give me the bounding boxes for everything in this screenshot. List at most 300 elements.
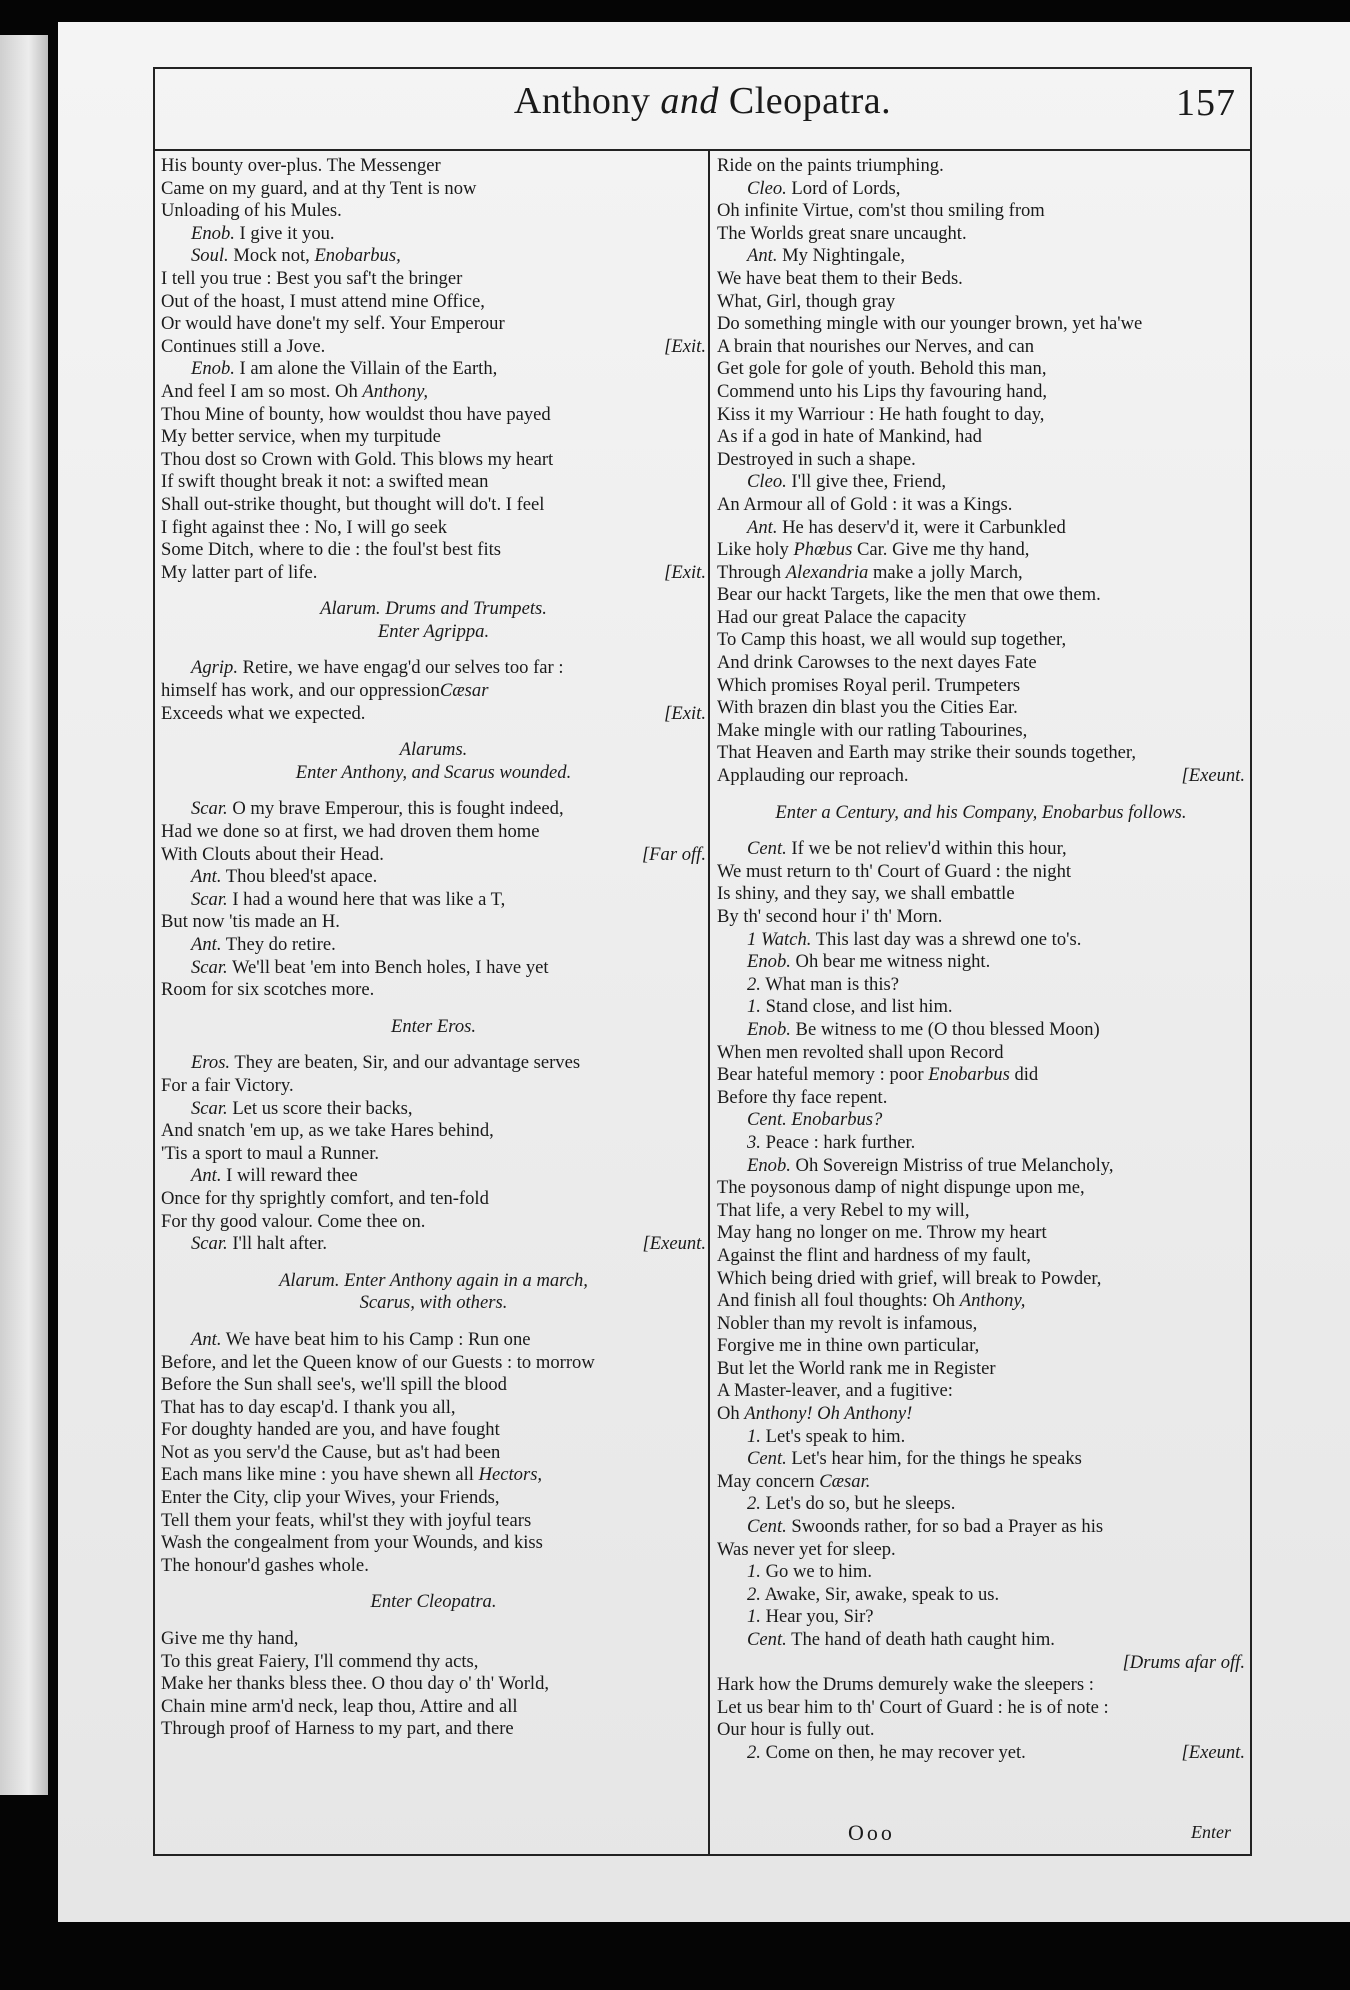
text-line bbox=[717, 765, 1245, 788]
line-text: Oh bbox=[717, 1403, 745, 1425]
text-line bbox=[717, 223, 1245, 246]
italic-text: Alexandria bbox=[785, 561, 869, 583]
text-line bbox=[161, 291, 706, 314]
text-line bbox=[161, 155, 706, 178]
line-text: That has to day escap'd. I thank you all, bbox=[161, 1396, 456, 1418]
catchword: Enter bbox=[1191, 1822, 1231, 1842]
line-text: To Camp this hoast, we all would sup together, bbox=[717, 629, 1067, 651]
title-part1: Anthony bbox=[513, 80, 661, 122]
text-line bbox=[717, 1697, 1245, 1720]
text-line bbox=[717, 494, 1245, 517]
exit-direction: [Exit. bbox=[664, 702, 706, 724]
text-line bbox=[161, 381, 706, 404]
spacer bbox=[161, 784, 706, 798]
line-text: Be witness to me (O thou blessed Moon) bbox=[790, 1018, 1100, 1040]
line-text: Hear you, Sir? bbox=[760, 1606, 874, 1628]
line-text: Like holy bbox=[717, 539, 794, 561]
adjacent-page-edge bbox=[0, 35, 48, 1795]
exit-direction: [Far off. bbox=[641, 843, 706, 865]
speaker-name: Enob. bbox=[747, 1018, 791, 1040]
line-text: May hang no longer on me. Throw my heart bbox=[717, 1222, 1047, 1244]
line-text: He has deserv'd it, were it Carbunkled bbox=[777, 516, 1066, 538]
speaker-name: 3. bbox=[747, 1131, 761, 1153]
text-line bbox=[161, 1098, 706, 1121]
line-text: Not as you serv'd the Cause, but as't had been bbox=[161, 1441, 501, 1463]
line-text: Lord of Lords, bbox=[786, 177, 901, 199]
line-text: Let us bear him to th' Court of Guard : he is of note : bbox=[717, 1696, 1109, 1718]
speaker-name: Cent. bbox=[747, 1109, 787, 1131]
italic-text: Hectors, bbox=[478, 1464, 543, 1486]
spacer bbox=[161, 643, 706, 657]
text-line bbox=[161, 1442, 706, 1465]
speaker-name: Enob. bbox=[747, 951, 791, 973]
speaker-name: 1. bbox=[747, 996, 761, 1018]
signature-mark: Ooo bbox=[848, 1820, 895, 1845]
text-line bbox=[717, 1313, 1245, 1336]
text-line bbox=[161, 1233, 706, 1256]
line-text: We'll beat 'em into Bench holes, I have yet bbox=[227, 956, 549, 978]
line-text: Stand close, and list him. bbox=[760, 996, 953, 1018]
line-text: Came on my guard, and at thy Tent is now bbox=[161, 177, 477, 199]
line-text: I give it you. bbox=[234, 222, 335, 244]
text-line bbox=[161, 1075, 706, 1098]
line-text: And snatch 'em up, as we take Hares behind, bbox=[161, 1120, 494, 1142]
text-line bbox=[717, 1155, 1245, 1178]
text-line bbox=[717, 929, 1245, 952]
line-text: I'll give thee, Friend, bbox=[786, 471, 947, 493]
speaker-name: Ant. bbox=[191, 934, 222, 955]
text-line bbox=[161, 1718, 706, 1741]
italic-text: Anthony! Oh Anthony! bbox=[744, 1403, 913, 1425]
line-text: Let us score their backs, bbox=[227, 1097, 413, 1119]
line-text: For thy good valour. Come thee on. bbox=[161, 1210, 426, 1232]
line-text: I fight against thee : No, I will go seek bbox=[161, 516, 448, 538]
exit-direction: [Exeunt. bbox=[1181, 765, 1245, 787]
exit-direction: [Exeunt. bbox=[642, 1233, 706, 1255]
text-line bbox=[717, 838, 1245, 861]
text-line bbox=[717, 1742, 1245, 1765]
speaker-name: Scar. bbox=[191, 1233, 228, 1255]
speaker-name: Scar. bbox=[191, 798, 228, 820]
left-text-column bbox=[161, 155, 706, 1741]
line-text: For a fair Victory. bbox=[161, 1074, 294, 1096]
text-line bbox=[161, 1651, 706, 1674]
speaker-name: 1. bbox=[747, 1561, 761, 1583]
spacer bbox=[161, 1256, 706, 1270]
line-text: As if a god in hate of Mankind, had bbox=[717, 426, 982, 448]
line-text: What man is this? bbox=[760, 973, 900, 995]
running-title bbox=[155, 79, 1250, 123]
line-text: Bear our hackt Targets, like the men that owe them. bbox=[717, 584, 1101, 606]
line-text: If we be not reliev'd within this hour, bbox=[786, 838, 1067, 860]
text-line bbox=[717, 313, 1245, 336]
line-text: Some Ditch, where to die : the foul'st best fits bbox=[161, 539, 502, 561]
text-line bbox=[161, 1211, 706, 1234]
text-line bbox=[161, 1464, 706, 1487]
line-text: What, Girl, though gray bbox=[717, 290, 896, 312]
italic-text: Phœbus bbox=[793, 539, 853, 561]
text-line bbox=[717, 1335, 1245, 1358]
text-line bbox=[717, 1719, 1245, 1742]
text-line bbox=[717, 1471, 1245, 1494]
line-text: May concern bbox=[717, 1470, 820, 1492]
text-line bbox=[717, 1403, 1245, 1426]
text-line bbox=[161, 844, 706, 867]
text-line bbox=[717, 404, 1245, 427]
speaker-name: Enob. bbox=[191, 222, 235, 244]
spacer bbox=[161, 1038, 706, 1052]
line-text: 'Tis a sport to maul a Runner. bbox=[161, 1142, 380, 1164]
text-line bbox=[161, 178, 706, 201]
line-text: Hark how the Drums demurely wake the sleepers : bbox=[717, 1674, 1094, 1696]
line-text: Enter the City, clip your Wives, your Friends, bbox=[161, 1487, 500, 1509]
title-part2: Cleopatra. bbox=[718, 80, 892, 122]
line-text: The poysonous damp of night dispunge upon me, bbox=[717, 1177, 1085, 1199]
text-line bbox=[161, 1120, 706, 1143]
speaker-name: 2. bbox=[747, 1493, 761, 1515]
text-line bbox=[717, 1606, 1245, 1629]
line-text: Let's hear him, for the things he speaks bbox=[786, 1448, 1082, 1470]
line-text: Mock not, bbox=[228, 245, 315, 267]
text-line bbox=[717, 1426, 1245, 1449]
text-line bbox=[717, 974, 1245, 997]
line-text: Which being dried with grief, will break to Powder, bbox=[717, 1267, 1102, 1289]
line-text: Get gole for gole of youth. Behold this man, bbox=[717, 358, 1047, 380]
text-line bbox=[161, 1188, 706, 1211]
italic-text: Enobarbus bbox=[928, 1064, 1010, 1086]
speaker-name: Cleo. bbox=[747, 177, 787, 199]
stage-direction: Alarums. bbox=[399, 739, 468, 761]
italic-text: Enobarbus? bbox=[786, 1109, 883, 1131]
text-line bbox=[161, 889, 706, 912]
text-line bbox=[161, 223, 706, 246]
line-text: did bbox=[1009, 1064, 1039, 1086]
text-line bbox=[161, 1419, 706, 1442]
text-line bbox=[717, 951, 1245, 974]
text-line bbox=[717, 1290, 1245, 1313]
text-line bbox=[161, 866, 706, 889]
spacer bbox=[161, 725, 706, 739]
line-text: Forgive me in thine own particular, bbox=[717, 1335, 980, 1357]
line-text: Or would have done't my self. Your Emperour bbox=[161, 313, 505, 335]
page-frame bbox=[153, 67, 1252, 1856]
line-text: O my brave Emperour, this is fought indeed, bbox=[227, 798, 564, 820]
text-line bbox=[717, 336, 1245, 359]
line-text: And drink Carowses to the next dayes Fate bbox=[717, 652, 1037, 674]
line-text: The Worlds great snare uncaught. bbox=[717, 222, 967, 244]
line-text: And finish all foul thoughts: Oh bbox=[717, 1290, 960, 1312]
line-text: himself has work, and our oppression bbox=[161, 680, 440, 702]
line-text: Awake, Sir, awake, speak to us. bbox=[760, 1583, 1000, 1605]
text-line bbox=[717, 381, 1245, 404]
text-line bbox=[161, 1510, 706, 1533]
line-text: My better service, when my turpitude bbox=[161, 426, 441, 448]
text-line bbox=[717, 1448, 1245, 1471]
line-text: Peace : hark further. bbox=[760, 1131, 916, 1153]
line-text: Thou bleed'st apace. bbox=[221, 866, 378, 888]
speaker-name: 1 Watch. bbox=[747, 928, 812, 950]
line-text: Ride on the paints triumphing. bbox=[717, 155, 944, 176]
stage-direction: Enter Agrippa. bbox=[377, 620, 490, 642]
speaker-name: Scar. bbox=[191, 888, 228, 910]
text-line bbox=[161, 821, 706, 844]
line-text: That Heaven and Earth may strike their sounds together, bbox=[717, 742, 1137, 764]
text-line bbox=[717, 1629, 1245, 1652]
line-text: Thou dost so Crown with Gold. This blows my heart bbox=[161, 448, 554, 470]
text-line bbox=[161, 1696, 706, 1719]
text-line bbox=[717, 1358, 1245, 1381]
speaker-name: Agrip. bbox=[191, 657, 239, 679]
text-line bbox=[717, 1087, 1245, 1110]
text-line bbox=[717, 906, 1245, 929]
text-line bbox=[161, 539, 706, 562]
speaker-name: Soul. bbox=[191, 245, 229, 267]
speaker-name: Scar. bbox=[191, 1097, 228, 1119]
title-and: and bbox=[660, 80, 719, 122]
line-text: Exceeds what we expected. bbox=[161, 702, 366, 724]
line-text: Shall out-strike thought, but thought will do't. I feel bbox=[161, 493, 545, 515]
line-text: Oh Sovereign Mistriss of true Melancholy, bbox=[790, 1154, 1114, 1176]
line-text: The hand of death hath caught him. bbox=[786, 1629, 1055, 1650]
stage-direction: Enter Anthony, and Scarus wounded. bbox=[295, 761, 572, 783]
text-line bbox=[161, 934, 706, 957]
line-text: make a jolly March, bbox=[868, 561, 1023, 583]
line-text: I'll halt after. bbox=[227, 1233, 328, 1255]
text-line bbox=[161, 1487, 706, 1510]
speaker-name: Enob. bbox=[747, 1154, 791, 1176]
text-line bbox=[161, 471, 706, 494]
text-line bbox=[717, 562, 1245, 585]
text-line bbox=[161, 680, 706, 703]
text-line bbox=[717, 1493, 1245, 1516]
line-text: An Armour all of Gold : it was a Kings. bbox=[717, 493, 1013, 515]
text-line bbox=[717, 1222, 1245, 1245]
line-text: I had a wound here that was like a T, bbox=[227, 888, 506, 910]
text-line bbox=[717, 584, 1245, 607]
text-line bbox=[717, 1245, 1245, 1268]
line-text: Bear hateful memory : poor bbox=[717, 1064, 929, 1086]
text-line bbox=[717, 471, 1245, 494]
text-line bbox=[161, 313, 706, 336]
exit-direction: [Exit. bbox=[664, 561, 706, 583]
line-text: We have beat him to his Camp : Run one bbox=[221, 1328, 531, 1350]
line-text: Swoonds rather, for so bad a Prayer as his bbox=[786, 1516, 1104, 1538]
line-text: Make mingle with our ratling Tabourines, bbox=[717, 719, 1028, 741]
text-line bbox=[161, 1532, 706, 1555]
text-line bbox=[161, 245, 706, 268]
book-page bbox=[58, 22, 1350, 1922]
line-text: They are beaten, Sir, and our advantage serves bbox=[230, 1052, 581, 1074]
text-line bbox=[717, 178, 1245, 201]
text-line bbox=[161, 200, 706, 223]
line-text: This last day was a shrewd one to's. bbox=[811, 928, 1082, 950]
text-line bbox=[717, 861, 1245, 884]
text-line bbox=[161, 1329, 706, 1352]
text-line bbox=[717, 1268, 1245, 1291]
line-text: And feel I am so most. Oh bbox=[161, 380, 363, 402]
text-line bbox=[717, 1539, 1245, 1562]
text-line bbox=[717, 1584, 1245, 1607]
text-line bbox=[161, 562, 706, 585]
line-text: My Nightingale, bbox=[777, 245, 906, 267]
text-line bbox=[717, 883, 1245, 906]
text-line bbox=[717, 1652, 1245, 1675]
line-text: Tell them your feats, whil'st they with joyful tears bbox=[161, 1509, 532, 1531]
text-line bbox=[161, 1352, 706, 1375]
line-text: Out of the hoast, I must attend mine Office, bbox=[161, 290, 485, 312]
text-line bbox=[161, 798, 706, 821]
line-text: Had our great Palace the capacity bbox=[717, 606, 967, 628]
line-text: Each mans like mine : you have shewn all bbox=[161, 1464, 479, 1486]
text-line bbox=[717, 629, 1245, 652]
text-line bbox=[717, 996, 1245, 1019]
line-text: Destroyed in such a shape. bbox=[717, 448, 916, 470]
line-text: Our hour is fully out. bbox=[717, 1719, 875, 1741]
text-line bbox=[717, 607, 1245, 630]
text-line bbox=[717, 268, 1245, 291]
text-line bbox=[161, 1165, 706, 1188]
text-line bbox=[717, 155, 1245, 178]
line-text: But let the World rank me in Register bbox=[717, 1357, 996, 1379]
speaker-name: 2. bbox=[747, 973, 761, 995]
text-line bbox=[161, 517, 706, 540]
stage-direction: Enter Eros. bbox=[390, 1015, 477, 1037]
text-line bbox=[161, 1143, 706, 1166]
text-line bbox=[717, 1042, 1245, 1065]
line-text: Commend unto his Lips thy favouring hand, bbox=[717, 380, 1048, 402]
italic-text: Enobarbus, bbox=[314, 245, 401, 267]
text-line bbox=[717, 1132, 1245, 1155]
line-text: Against the flint and hardness of my fault, bbox=[717, 1244, 1031, 1266]
speaker-name: Cent. bbox=[747, 1448, 787, 1470]
line-text: With Clouts about their Head. bbox=[161, 843, 384, 865]
text-line bbox=[717, 1380, 1245, 1403]
text-line bbox=[717, 652, 1245, 675]
line-text: But now 'tis made an H. bbox=[161, 911, 340, 933]
text-line bbox=[717, 1200, 1245, 1223]
spacer bbox=[161, 1577, 706, 1591]
italic-text: Cæsar bbox=[439, 680, 489, 702]
speaker-name: Enob. bbox=[191, 358, 235, 380]
text-line bbox=[161, 358, 706, 381]
spacer bbox=[717, 824, 1245, 838]
line-text: Before, and let the Queen know of our Guests : to morrow bbox=[161, 1351, 595, 1373]
speaker-name: 1. bbox=[747, 1425, 761, 1447]
line-text: A brain that nourishes our Nerves, and can bbox=[717, 335, 1035, 357]
text-line bbox=[161, 657, 706, 680]
italic-text: Cæsar. bbox=[819, 1470, 871, 1492]
spacer bbox=[161, 1614, 706, 1628]
text-line bbox=[161, 957, 706, 980]
text-line bbox=[717, 449, 1245, 472]
speaker-name: Cleo. bbox=[747, 471, 787, 493]
line-text: My latter part of life. bbox=[161, 561, 318, 583]
line-text: Oh bear me witness night. bbox=[790, 951, 991, 973]
exit-direction: [Exit. bbox=[664, 335, 706, 357]
text-line bbox=[717, 697, 1245, 720]
line-text: Is shiny, and they say, we shall embattle bbox=[717, 883, 1015, 905]
line-text: They do retire. bbox=[221, 934, 336, 955]
text-line bbox=[161, 336, 706, 359]
line-text: Wash the congealment from your Wounds, and kiss bbox=[161, 1532, 543, 1554]
line-text: When men revolted shall upon Record bbox=[717, 1041, 1004, 1063]
text-line bbox=[161, 1374, 706, 1397]
line-text: Do something mingle with our younger brown, yet ha'we bbox=[717, 313, 1143, 335]
text-line bbox=[717, 245, 1245, 268]
line-text: Let's speak to him. bbox=[760, 1425, 906, 1447]
line-text: I will reward thee bbox=[221, 1165, 358, 1187]
stage-direction: Alarum. Enter Anthony again in a march, bbox=[279, 1269, 588, 1291]
line-text: Retire, we have engag'd our selves too far : bbox=[238, 657, 564, 679]
text-line bbox=[717, 200, 1245, 223]
speaker-name: Ant. bbox=[191, 866, 222, 888]
text-line bbox=[717, 291, 1245, 314]
speaker-name: Cent. bbox=[747, 1516, 787, 1538]
speaker-name: Scar. bbox=[191, 956, 228, 978]
line-text: Before thy face repent. bbox=[717, 1086, 888, 1108]
text-line bbox=[161, 268, 706, 291]
text-line bbox=[717, 1674, 1245, 1697]
text-line bbox=[161, 494, 706, 517]
text-line bbox=[717, 358, 1245, 381]
line-text: Car. Give me thy hand, bbox=[852, 539, 1030, 561]
line-text: His bounty over-plus. The Messenger bbox=[161, 155, 441, 176]
spacer bbox=[161, 1002, 706, 1016]
line-text: Room for six scotches more. bbox=[161, 979, 375, 1001]
speaker-name: Cent. bbox=[747, 838, 787, 860]
text-line bbox=[717, 517, 1245, 540]
line-text: For doughty handed are you, and have fought bbox=[161, 1419, 500, 1441]
line-text: I am alone the Villain of the Earth, bbox=[234, 358, 498, 380]
text-line bbox=[717, 539, 1245, 562]
exit-direction: [Exeunt. bbox=[1181, 1741, 1245, 1763]
text-line bbox=[161, 404, 706, 427]
text-line bbox=[717, 675, 1245, 698]
text-line bbox=[161, 449, 706, 472]
exit-direction: [Drums afar off. bbox=[1122, 1651, 1245, 1673]
line-text: Through bbox=[717, 561, 786, 583]
column-divider bbox=[708, 149, 710, 1854]
line-text: The honour'd gashes whole. bbox=[161, 1554, 369, 1576]
speaker-name: Ant. bbox=[191, 1165, 222, 1187]
speaker-name: Ant. bbox=[191, 1328, 222, 1350]
line-text: Unloading of his Mules. bbox=[161, 200, 342, 222]
text-line bbox=[161, 703, 706, 726]
line-text: Through proof of Harness to my part, and there bbox=[161, 1718, 514, 1740]
line-text: A Master-leaver, and a fugitive: bbox=[717, 1380, 953, 1402]
line-text: We have beat them to their Beds. bbox=[717, 267, 963, 289]
speaker-name: Ant. bbox=[747, 516, 778, 538]
line-text: To this great Faiery, I'll commend thy acts, bbox=[161, 1650, 479, 1672]
text-line bbox=[161, 979, 706, 1002]
text-line bbox=[717, 742, 1245, 765]
line-text: That life, a very Rebel to my will, bbox=[717, 1199, 970, 1221]
spacer bbox=[717, 788, 1245, 802]
speaker-name: Eros. bbox=[191, 1052, 231, 1074]
line-text: With brazen din blast you the Cities Ear. bbox=[717, 697, 1018, 719]
line-text: Go we to him. bbox=[760, 1561, 872, 1583]
line-text: Give me thy hand, bbox=[161, 1628, 299, 1650]
speaker-name: 2. bbox=[747, 1583, 761, 1605]
line-text: I tell you true : Best you saf't the bringer bbox=[161, 267, 463, 289]
line-text: Before the Sun shall see's, we'll spill the blood bbox=[161, 1374, 507, 1396]
speaker-name: Ant. bbox=[747, 245, 778, 267]
line-text: Was never yet for sleep. bbox=[717, 1538, 896, 1560]
stage-direction: Scarus, with others. bbox=[359, 1292, 508, 1314]
text-line bbox=[717, 426, 1245, 449]
page-header bbox=[155, 69, 1250, 151]
text-line bbox=[717, 1177, 1245, 1200]
